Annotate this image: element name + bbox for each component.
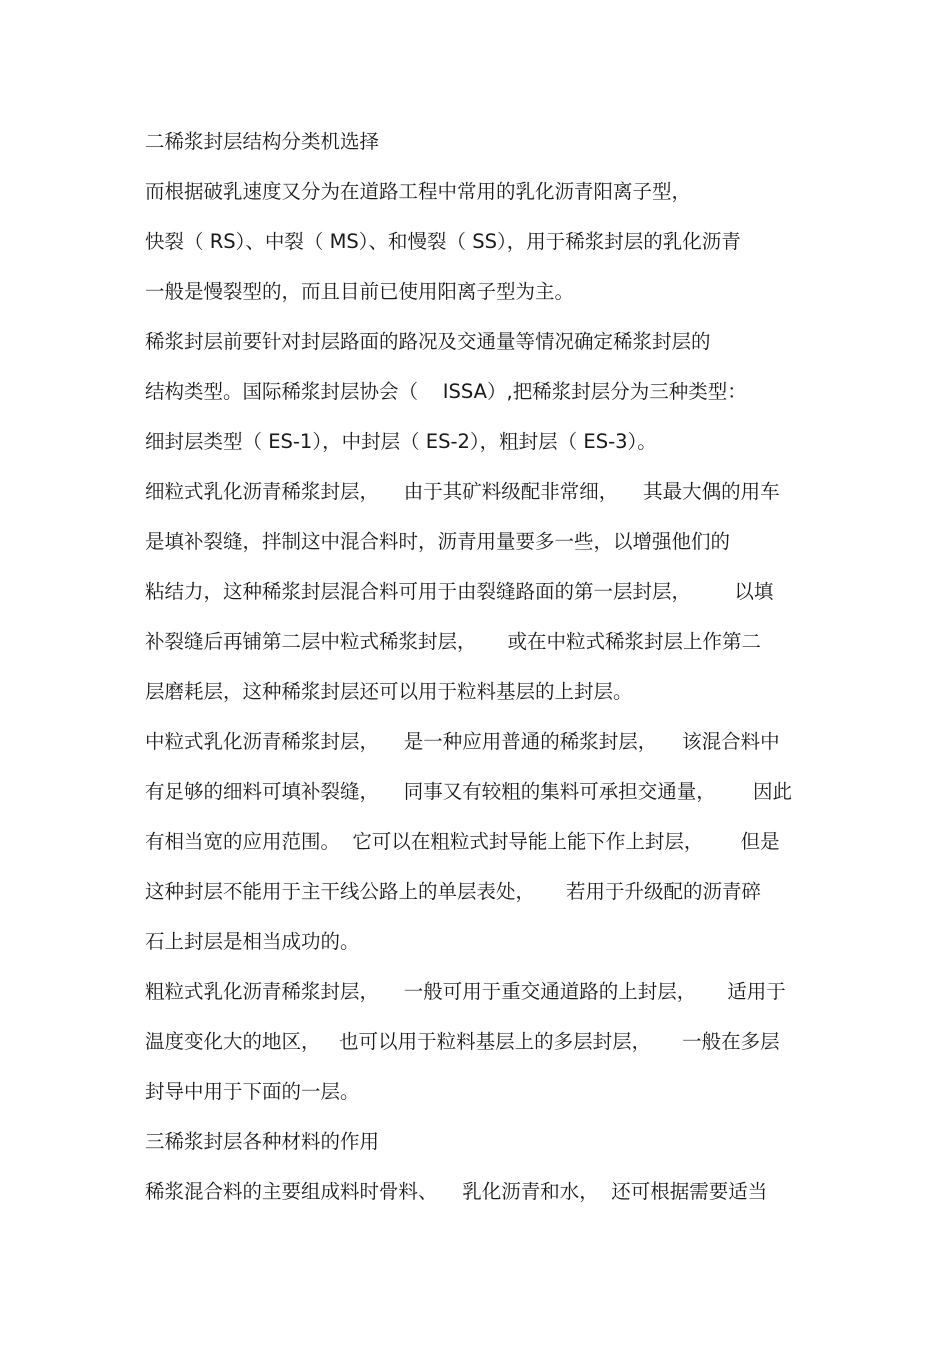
text-line: 细粒式乳化沥青稀浆封层， 由于其矿料级配非常细， 其最大偶的用车 — [145, 480, 780, 503]
text-line: 这种封层不能用于主干线公路上的单层表处， 若用于升级配的沥青碎 — [145, 880, 761, 903]
text-line: 粘结力，这种稀浆封层混合料可用于由裂缝路面的第一层封层， 以填 — [145, 580, 774, 603]
text-line: 而根据破乳速度又分为在道路工程中常用的乳化沥青阳离子型， — [145, 180, 692, 203]
text-line: 层磨耗层，这种稀浆封层还可以用于粒料基层的上封层。 — [145, 680, 633, 703]
text-line: 中粒式乳化沥青稀浆封层， 是一种应用普通的稀浆封层， 该混合料中 — [145, 730, 780, 753]
text-line: 稀浆封层前要针对封层路面的路况及交通量等情况确定稀浆封层的 — [145, 330, 711, 353]
document-body — [145, 128, 815, 1228]
text-line: 细封层类型（ ES-1），中封层（ ES-2），粗封层（ ES-3）。 — [145, 430, 657, 453]
section-heading: 三稀浆封层各种材料的作用 — [145, 1130, 380, 1153]
text-line: 有足够的细料可填补裂缝， 同事又有较粗的集料可承担交通量， 因此 — [145, 780, 792, 803]
text-line: 有相当宽的应用范围。 它可以在粗粒式封导能上能下作上封层， 但是 — [145, 830, 780, 853]
text-line: 结构类型。国际稀浆封层协会（ ISSA）,把稀浆封层分为三种类型： — [145, 380, 747, 403]
text-line: 封导中用于下面的一层。 — [145, 1080, 360, 1103]
text-line: 是填补裂缝，拌制这中混合料时，沥青用量要多一些，以增强他们的 — [145, 530, 731, 553]
text-line: 快裂（ RS）、中裂（ MS）、和慢裂（ SS），用于稀浆封层的乳化沥青 — [145, 230, 741, 253]
text-line: 粗粒式乳化沥青稀浆封层， 一般可用于重交通道路的上封层， 适用于 — [145, 980, 786, 1003]
text-line: 补裂缝后再铺第二层中粒式稀浆封层， 或在中粒式稀浆封层上作第二 — [145, 630, 761, 653]
section-heading: 二稀浆封层结构分类机选择 — [145, 130, 380, 153]
text-line: 石上封层是相当成功的。 — [145, 930, 360, 953]
text-line: 稀浆混合料的主要组成料时骨料、 乳化沥青和水， 还可根据需要适当 — [145, 1180, 768, 1203]
text-line: 一般是慢裂型的，而且目前已使用阳离子型为主。 — [145, 280, 575, 303]
text-line: 温度变化大的地区， 也可以用于粒料基层上的多层封层， 一般在多层 — [145, 1030, 780, 1053]
